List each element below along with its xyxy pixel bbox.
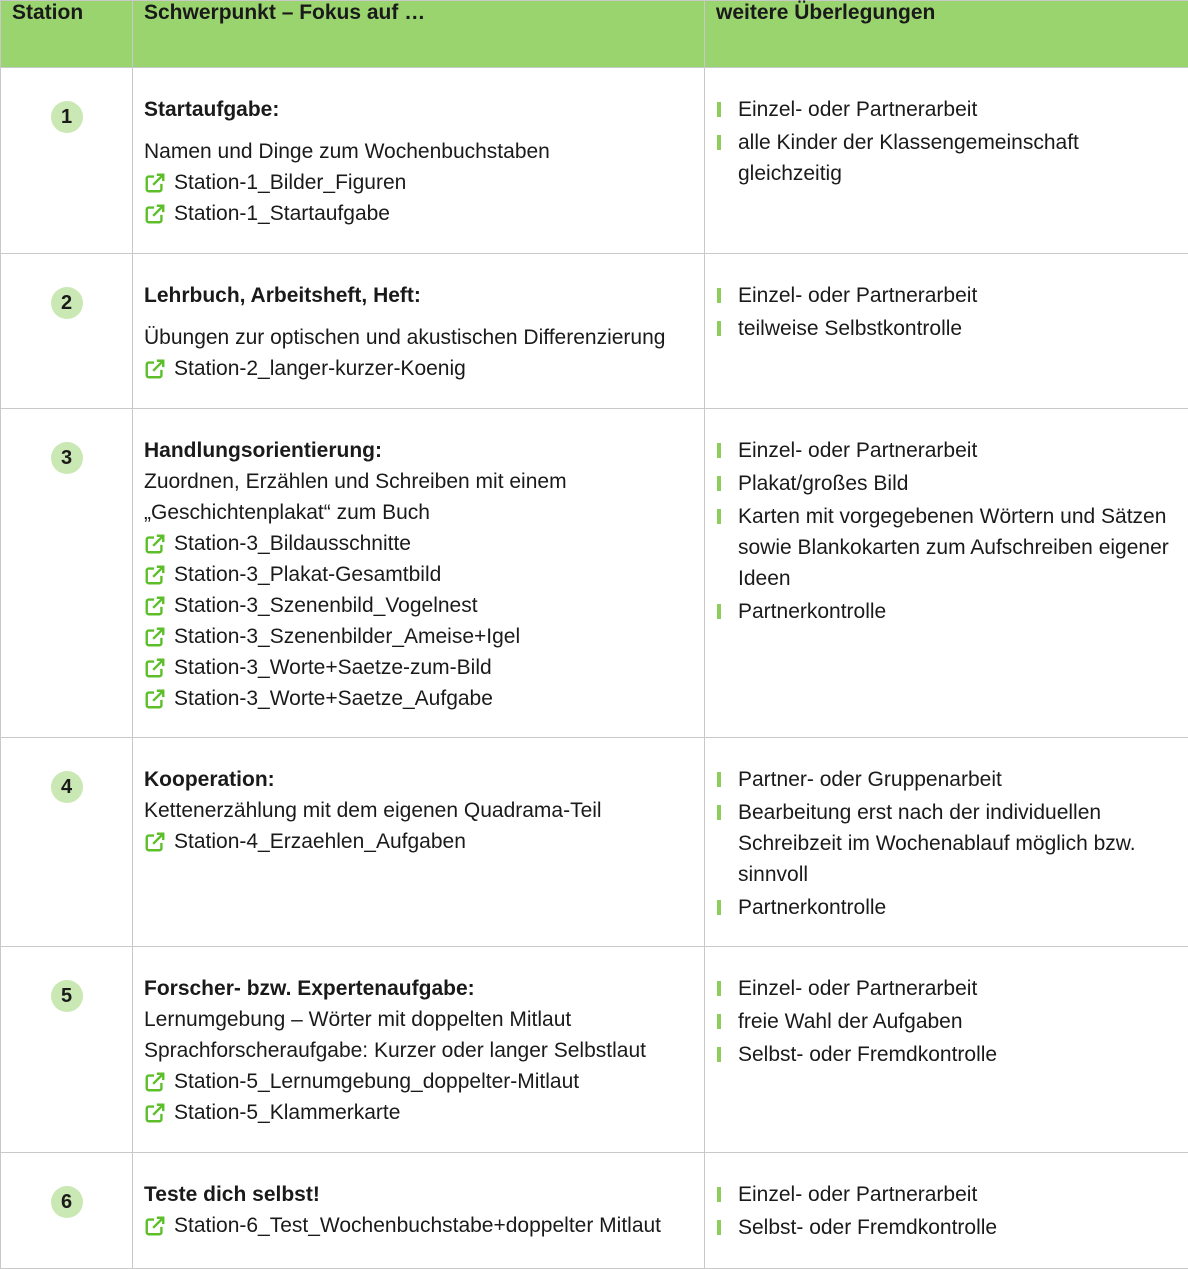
list-item <box>715 1179 1178 1210</box>
focus-cell <box>133 1153 705 1269</box>
list-item <box>715 1212 1178 1243</box>
station-number-badge: 3 <box>51 442 83 474</box>
focus-title: Lehrbuch, Arbeitsheft, Heft: <box>144 280 693 311</box>
note-text: alle Kinder der Klassengemeinschaft gleichzeitig <box>738 131 1079 185</box>
note-text: Plakat/großes Bild <box>738 472 908 495</box>
notes-list <box>715 1179 1178 1243</box>
station-number-badge: 2 <box>51 287 83 319</box>
note-text: Partnerkontrolle <box>738 896 886 919</box>
bullet-bar-icon <box>717 772 721 787</box>
bullet-bar-icon <box>717 288 721 303</box>
header-focus: Schwerpunkt – Fokus auf … <box>133 1 705 68</box>
station-cell <box>1 738 133 947</box>
note-text: Selbst- oder Fremdkontrolle <box>738 1216 997 1239</box>
material-link[interactable] <box>144 1210 693 1241</box>
focus-cell <box>133 254 705 409</box>
material-link[interactable] <box>144 683 693 714</box>
header-station: Station <box>1 1 133 68</box>
list-item <box>715 797 1178 890</box>
station-cell <box>1 254 133 409</box>
material-link-label: Station-3_Szenenbilder_Ameise+Igel <box>174 621 520 652</box>
note-text: Einzel- oder Partnerarbeit <box>738 284 977 307</box>
list-item <box>715 596 1178 627</box>
bullet-bar-icon <box>717 1220 721 1235</box>
material-link-label: Station-5_Lernumgebung_doppelter-Mitlaut <box>174 1066 579 1097</box>
material-link-label: Station-3_Worte+Saetze_Aufgabe <box>174 683 493 714</box>
bullet-bar-icon <box>717 900 721 915</box>
material-link[interactable] <box>144 652 693 683</box>
bullet-bar-icon <box>717 1014 721 1029</box>
material-link[interactable] <box>144 826 693 857</box>
focus-description: Namen und Dinge zum Wochenbuchstaben <box>144 136 693 167</box>
notes-list <box>715 435 1178 627</box>
material-link-label: Station-3_Szenenbild_Vogelnest <box>174 590 478 621</box>
station-cell <box>1 947 133 1153</box>
notes-cell <box>705 68 1188 254</box>
header-notes: weitere Überlegungen <box>705 1 1188 68</box>
focus-cell <box>133 947 705 1153</box>
list-item <box>715 501 1178 594</box>
list-item <box>715 94 1178 125</box>
notes-cell <box>705 738 1188 947</box>
station-number-badge: 6 <box>51 1186 83 1218</box>
focus-description: Übungen zur optischen und akustischen Differenzierung <box>144 322 693 353</box>
bullet-bar-icon <box>717 981 721 996</box>
table-body <box>1 68 1188 1269</box>
note-text: Einzel- oder Partnerarbeit <box>738 977 977 1000</box>
focus-description: Lernumgebung – Wörter mit doppelten Mitlaut <box>144 1004 693 1035</box>
external-link-icon <box>144 172 166 194</box>
note-text: freie Wahl der Aufgaben <box>738 1010 963 1033</box>
table-row <box>1 738 1188 947</box>
focus-title: Handlungsorientierung: <box>144 435 693 466</box>
external-link-icon <box>144 564 166 586</box>
table-row <box>1 409 1188 738</box>
material-link-label: Station-1_Bilder_Figuren <box>174 167 406 198</box>
note-text: Einzel- oder Partnerarbeit <box>738 439 977 462</box>
table-row <box>1 947 1188 1153</box>
material-link-label: Station-1_Startaufgabe <box>174 198 390 229</box>
focus-title: Teste dich selbst! <box>144 1179 693 1210</box>
notes-list <box>715 280 1178 344</box>
external-link-icon <box>144 657 166 679</box>
material-link[interactable] <box>144 1066 693 1097</box>
list-item <box>715 764 1178 795</box>
list-item <box>715 973 1178 1004</box>
focus-description: Zuordnen, Erzählen und Schreiben mit einem „Geschichtenplakat“ zum Buch <box>144 466 693 528</box>
table-row <box>1 1153 1188 1269</box>
bullet-bar-icon <box>717 321 721 336</box>
notes-list <box>715 973 1178 1070</box>
material-link-label: Station-3_Plakat-Gesamtbild <box>174 559 441 590</box>
list-item <box>715 1006 1178 1037</box>
note-text: Partnerkontrolle <box>738 600 886 623</box>
material-link[interactable] <box>144 590 693 621</box>
material-link-label: Station-4_Erzaehlen_Aufgaben <box>174 826 466 857</box>
station-cell <box>1 1153 133 1269</box>
note-text: Einzel- oder Partnerarbeit <box>738 98 977 121</box>
external-link-icon <box>144 533 166 555</box>
bullet-bar-icon <box>717 102 721 117</box>
notes-cell <box>705 1153 1188 1269</box>
material-link[interactable] <box>144 198 693 229</box>
note-text: Partner- oder Gruppenarbeit <box>738 768 1002 791</box>
note-text: Bearbeitung erst nach der individuellen Schreibzeit im Wochenablauf möglich bzw. sinnvoll <box>738 801 1136 886</box>
external-link-icon <box>144 626 166 648</box>
external-link-icon <box>144 358 166 380</box>
notes-cell <box>705 947 1188 1153</box>
list-item <box>715 280 1178 311</box>
focus-description: Sprachforscheraufgabe: Kurzer oder langer Selbstlaut <box>144 1035 693 1066</box>
material-link[interactable] <box>144 1097 693 1128</box>
external-link-icon <box>144 831 166 853</box>
station-cell <box>1 68 133 254</box>
material-link[interactable] <box>144 528 693 559</box>
notes-list <box>715 94 1178 189</box>
note-text: Karten mit vorgegebenen Wörtern und Sätzen sowie Blankokarten zum Aufschreiben eigener Ideen <box>738 505 1169 590</box>
bullet-bar-icon <box>717 604 721 619</box>
list-item <box>715 1039 1178 1070</box>
list-item <box>715 435 1178 466</box>
bullet-bar-icon <box>717 1187 721 1202</box>
list-item <box>715 127 1178 189</box>
focus-cell <box>133 409 705 738</box>
focus-title: Forscher- bzw. Expertenaufgabe: <box>144 973 693 1004</box>
bullet-bar-icon <box>717 805 721 820</box>
table-header-row <box>1 1 1188 68</box>
external-link-icon <box>144 1215 166 1237</box>
material-link[interactable] <box>144 559 693 590</box>
focus-cell <box>133 68 705 254</box>
station-cell <box>1 409 133 738</box>
material-link[interactable] <box>144 621 693 652</box>
material-link-label: Station-2_langer-kurzer-Koenig <box>174 353 466 384</box>
list-item <box>715 468 1178 499</box>
notes-cell <box>705 409 1188 738</box>
note-text: Selbst- oder Fremdkontrolle <box>738 1043 997 1066</box>
list-item <box>715 313 1178 344</box>
focus-title: Startaufgabe: <box>144 94 693 125</box>
external-link-icon <box>144 1071 166 1093</box>
material-link-label: Station-6_Test_Wochenbuchstabe+doppelter Mitlaut <box>174 1210 661 1241</box>
external-link-icon <box>144 1102 166 1124</box>
external-link-icon <box>144 688 166 710</box>
note-text: Einzel- oder Partnerarbeit <box>738 1183 977 1206</box>
bullet-bar-icon <box>717 443 721 458</box>
note-text: teilweise Selbstkontrolle <box>738 317 962 340</box>
station-number-badge: 4 <box>51 771 83 803</box>
bullet-bar-icon <box>717 1047 721 1062</box>
bullet-bar-icon <box>717 135 721 150</box>
material-link[interactable] <box>144 167 693 198</box>
material-link-label: Station-3_Worte+Saetze-zum-Bild <box>174 652 492 683</box>
external-link-icon <box>144 595 166 617</box>
external-link-icon <box>144 203 166 225</box>
list-item <box>715 892 1178 923</box>
notes-cell <box>705 254 1188 409</box>
focus-title: Kooperation: <box>144 764 693 795</box>
material-link-label: Station-3_Bildausschnitte <box>174 528 411 559</box>
station-number-badge: 1 <box>51 101 83 133</box>
notes-list <box>715 764 1178 923</box>
station-number-badge: 5 <box>51 980 83 1012</box>
focus-cell <box>133 738 705 947</box>
bullet-bar-icon <box>717 509 721 524</box>
material-link[interactable] <box>144 353 693 384</box>
table-row <box>1 68 1188 254</box>
material-link-label: Station-5_Klammerkarte <box>174 1097 400 1128</box>
bullet-bar-icon <box>717 476 721 491</box>
focus-description: Kettenerzählung mit dem eigenen Quadrama-Teil <box>144 795 693 826</box>
table-row <box>1 254 1188 409</box>
